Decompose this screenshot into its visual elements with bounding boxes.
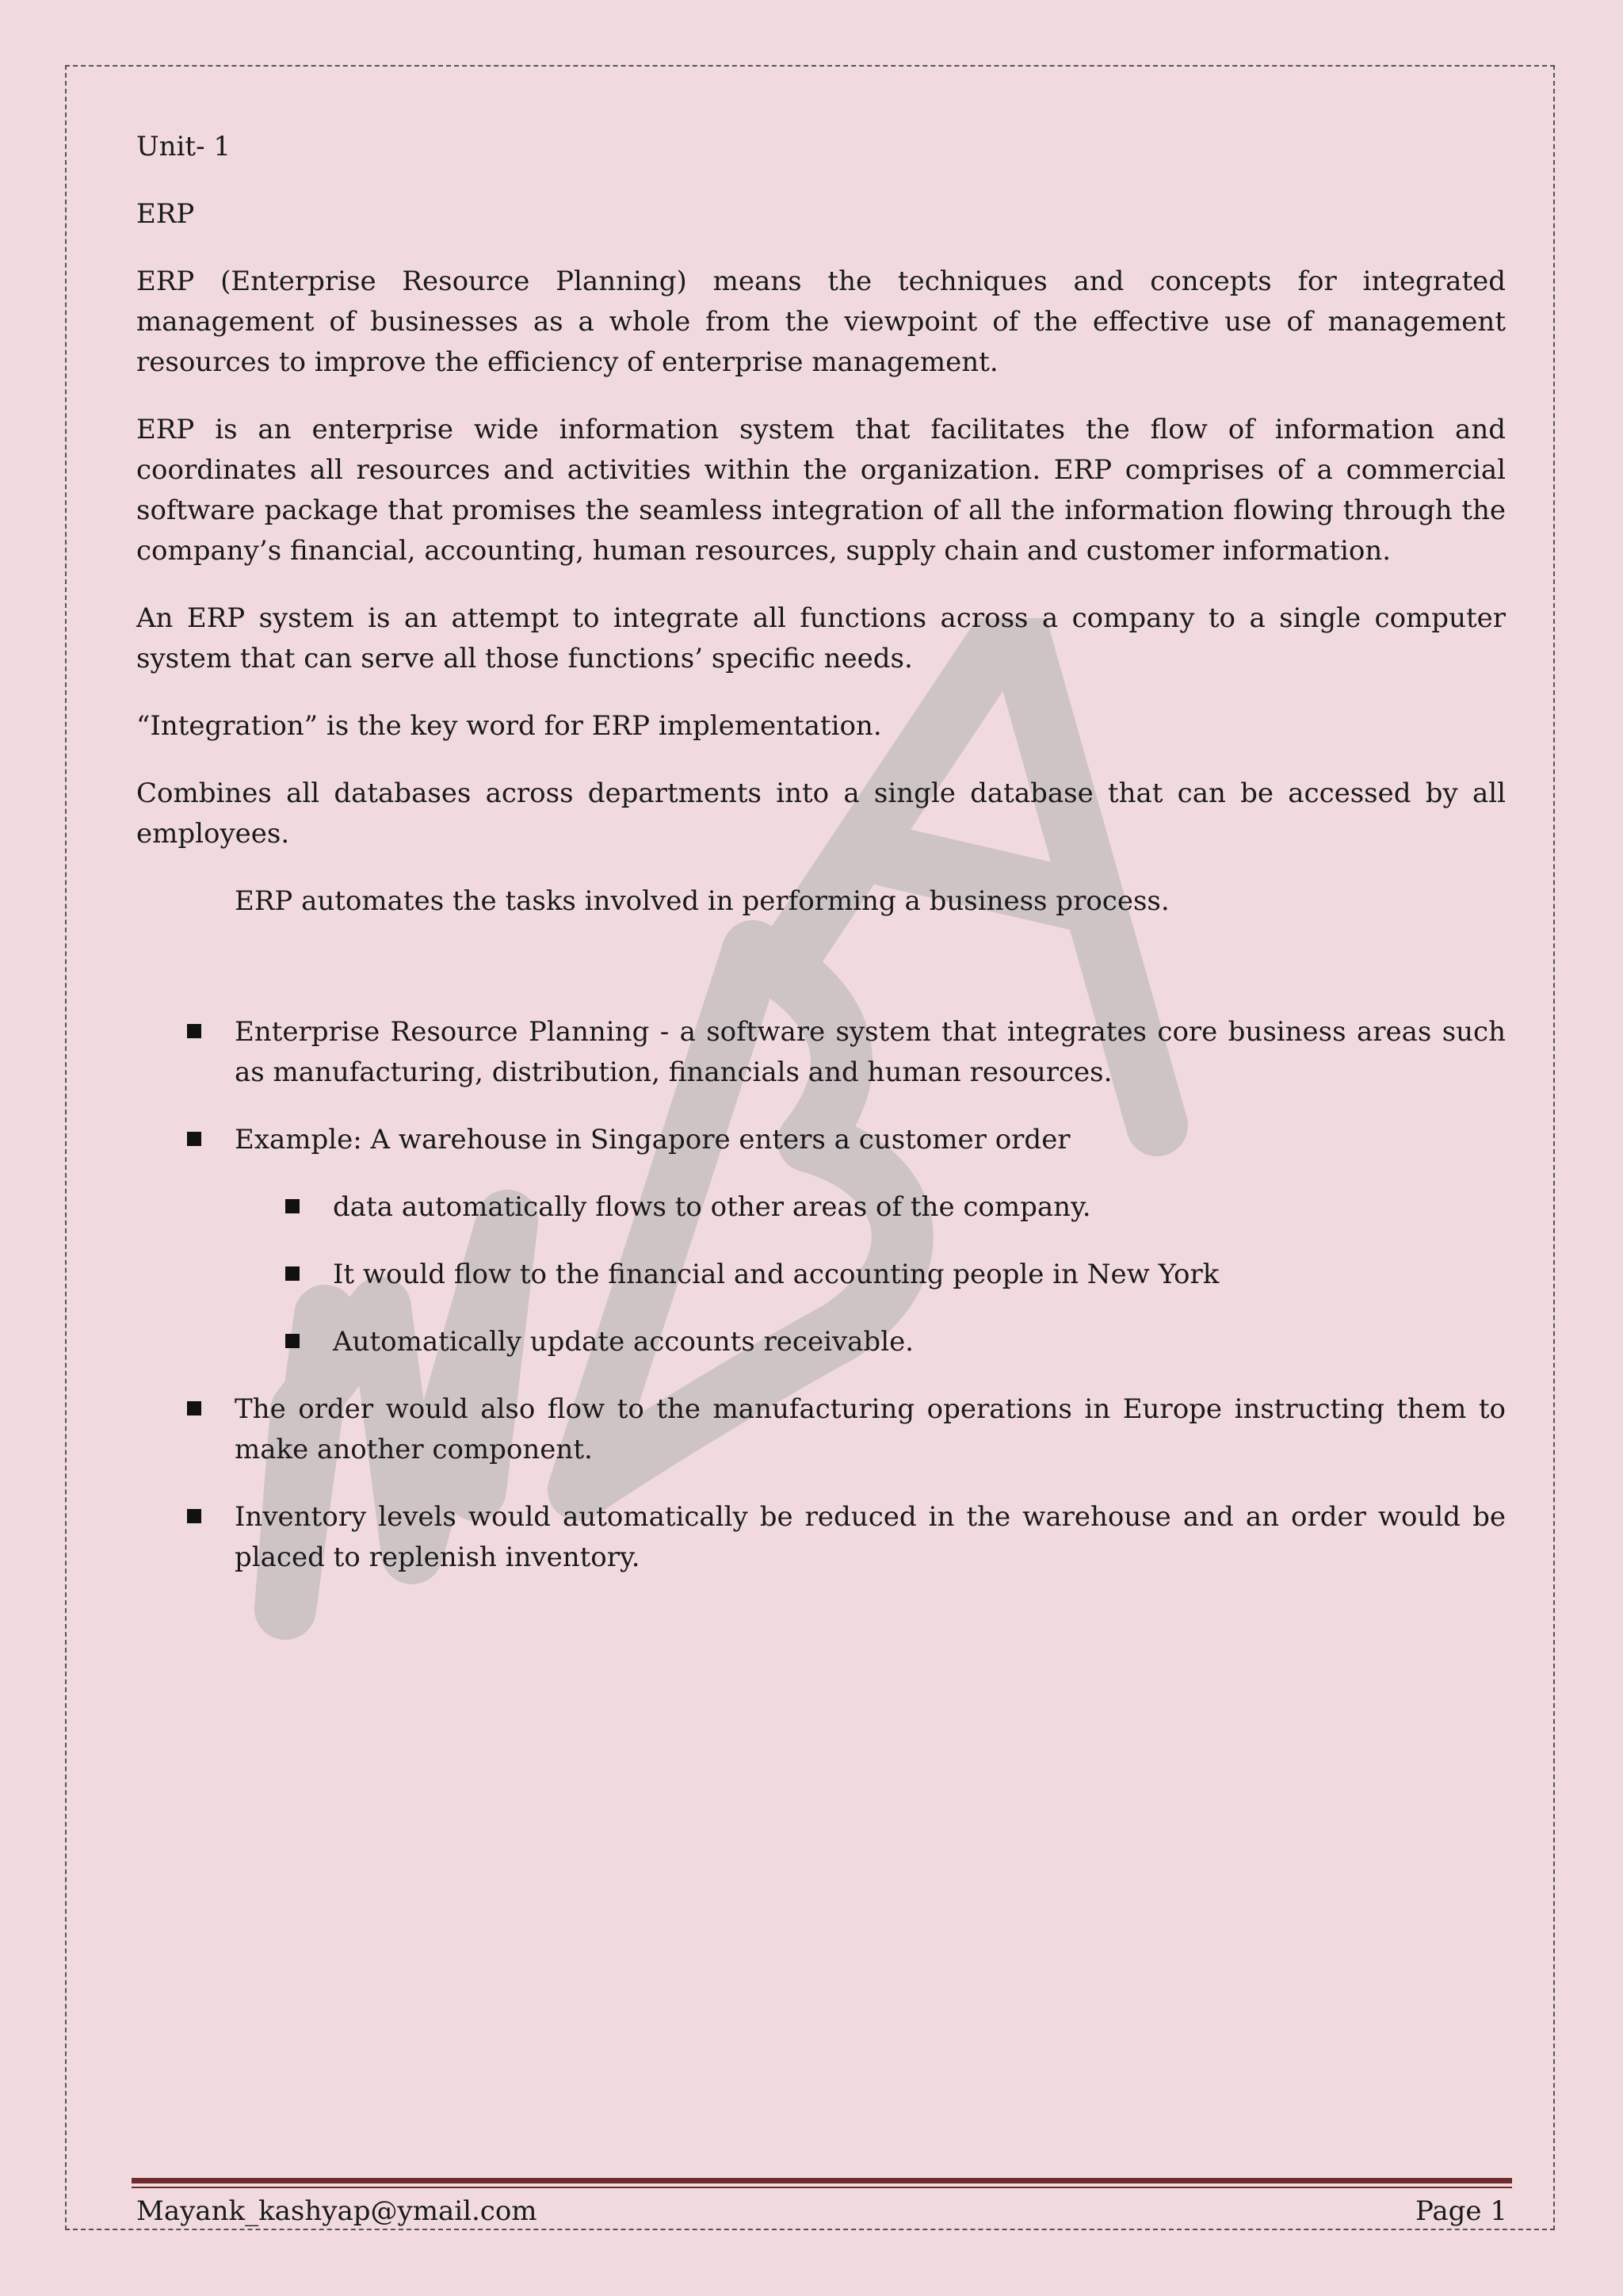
heading-erp: ERP bbox=[136, 198, 195, 230]
paragraph-definition: ERP (Enterprise Resource Planning) means the techniques and concepts for integrated management of businesses as a whole from the viewpoint of the effective use of management resources to improve the efficiency of enterprise management. bbox=[136, 266, 1506, 378]
square-bullet-icon bbox=[285, 1199, 300, 1213]
paragraph-combines: Combines all databases across departments into a single database that can be accessed by all employees. bbox=[136, 777, 1506, 850]
footer-email: Mayank_kashyap@ymail.com bbox=[136, 2195, 537, 2227]
list-item-text: Enterprise Resource Planning - a software system that integrates core business areas such as manufacturing, distribution, financials and human resources. bbox=[235, 1016, 1506, 1088]
list-item bbox=[136, 1389, 1506, 1470]
square-bullet-icon bbox=[187, 1024, 201, 1038]
indented-line: ERP automates the tasks involved in performing a business process. bbox=[235, 885, 1170, 917]
sub-list-item bbox=[235, 1255, 1506, 1295]
list-item bbox=[136, 1120, 1506, 1362]
square-bullet-icon bbox=[285, 1266, 300, 1281]
list-item-text: Example: A warehouse in Singapore enters a customer order bbox=[235, 1124, 1071, 1156]
footer-rule bbox=[132, 2178, 1512, 2188]
list-item bbox=[136, 1497, 1506, 1578]
footer-page-number: Page 1 bbox=[1415, 2195, 1507, 2227]
square-bullet-icon bbox=[285, 1334, 300, 1348]
paragraph-attempt: An ERP system is an attempt to integrate all functions across a company to a single computer system that can serve all those functions’ specific needs. bbox=[136, 602, 1506, 674]
sub-list-item-text: It would flow to the financial and accounting people in New York bbox=[333, 1259, 1220, 1290]
sub-list-item bbox=[235, 1322, 1506, 1362]
paragraph-integration: “Integration” is the key word for ERP implementation. bbox=[136, 710, 882, 742]
bullet-list bbox=[136, 1012, 1506, 1578]
unit-label: Unit- 1 bbox=[136, 131, 231, 162]
square-bullet-icon bbox=[187, 1132, 201, 1146]
sub-list-item-text: data automatically flows to other areas of the company. bbox=[333, 1191, 1091, 1223]
list-item bbox=[136, 1012, 1506, 1093]
document-body bbox=[136, 127, 1506, 1605]
list-item-text: Inventory levels would automatically be reduced in the warehouse and an order would be placed to replenish inventory. bbox=[235, 1501, 1506, 1573]
sub-bullet-list bbox=[235, 1187, 1506, 1362]
square-bullet-icon bbox=[187, 1509, 201, 1523]
page-footer bbox=[136, 2194, 1507, 2229]
paragraph-enterprise-wide: ERP is an enterprise wide information system that facilitates the flow of information and coordinates all resources and activities within the organization. ERP comprises of a commercial software package that promises the seamless integration of all the information flowing through the company’s financial, accounting, human resources, supply chain and customer information. bbox=[136, 414, 1506, 567]
square-bullet-icon bbox=[187, 1401, 201, 1415]
sub-list-item bbox=[235, 1187, 1506, 1228]
sub-list-item-text: Automatically update accounts receivable. bbox=[333, 1326, 914, 1358]
list-item-text: The order would also flow to the manufacturing operations in Europe instructing them to make another component. bbox=[235, 1393, 1506, 1465]
